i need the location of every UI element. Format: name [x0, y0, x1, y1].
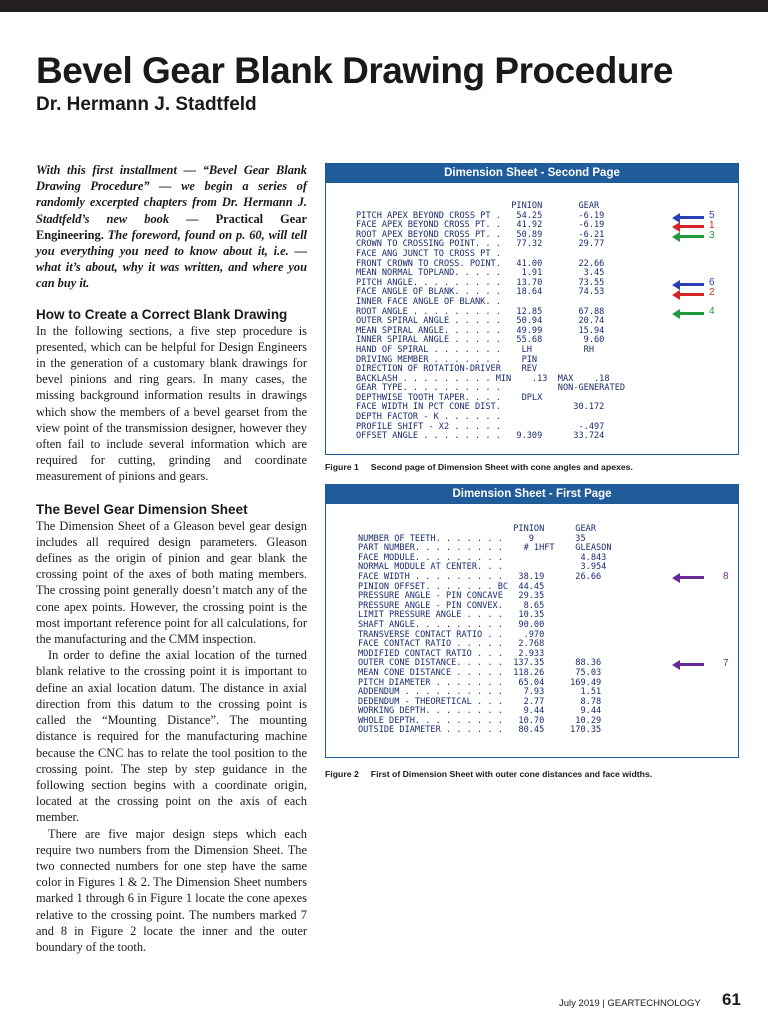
- figure-2-dimension-sheet: PINION GEAR NUMBER OF TEETH. . . . . . . 9 35 PART NUMBER. . . . . . . . . # 1HFT GLEASON FACE MODULE. . . . . . . . . 4.843 NORMAL MODULE AT CENTER. . . 3.954 FACE WIDTH . . . . . . . . . 38.19 26.66 PINION OFFSET. . . . . . . BC 44.45 PRESSURE ANGLE - PIN CONCAVE 29.35 PRESSURE ANGLE - PIN CONVEX. 8.65 LIMIT PRESSURE ANGLE . . . . 10.35 SHAFT ANGLE. . . . . . . . . 90.00 TRANSVERSE CONTACT RATIO . . .970 FACE CONTACT RATIO . . . . . 2.768 MODIFIED CONTACT RATIO . . . 2.933 OUTER CONE DISTANCE. . . . . 137.35 88.36 MEAN CONE DISTANCE . . . . . 118.26 75.03 PITCH DIAMETER . . . . . . . 65.04 169.49 ADDENDUM . . . . . . . . . . 7.93 1.51 DEDENDUM - THEORETICAL . . . 2.77 8.78 WORKING DEPTH. . . . . . . . 9.44 9.44 WHOLE DEPTH. . . . . . . . . 10.70 10.29 OUTSIDE DIAMETER . . . . . . 80.45 170.35: [358, 524, 612, 736]
- marker-number: 2: [709, 287, 715, 298]
- figure-2-header: Dimension Sheet - First Page: [326, 485, 738, 504]
- body-paragraph: There are five major design steps which each require two numbers from the Dimension Sheet. The two connected numbers for one step have the same color in Figures 1 & 2. The Dimension Sheet numbers marked 1 through 6 in Figure 1 locate the cone apexes relative to the crossing point. The numbers marked 7 and 8 in Figure 2 locate the inner and the outer boundary of the tooth.: [36, 826, 307, 954]
- article-author: Dr. Hermann J. Stadtfeld: [36, 94, 257, 115]
- marker-arrow-2: [678, 293, 704, 296]
- intro-paragraph: [36, 162, 307, 292]
- figure-1-caption-label: Figure 1: [325, 462, 359, 472]
- marker-number: 8: [723, 571, 729, 582]
- figure-1: [325, 163, 739, 455]
- marker-number: 7: [723, 658, 729, 669]
- marker-arrow-5: [678, 216, 704, 219]
- body-paragraph: In order to define the axial location of the turned blank relative to the crossing point it is important to define an axial location datum. The distance in axial direction from this datum to the crossing point is called the “Mounting Distance”. The mounting distance is required for the manufacturing machine because the CNC has to relate the tool position to the crossing point. The step by step guidance in the following section begins with a coordinate origin, located at the crossing point on the axis of each member.: [36, 648, 307, 825]
- marker-number: 6: [709, 277, 715, 288]
- marker-number: 4: [709, 306, 715, 317]
- marker-arrow-1: [678, 225, 704, 228]
- page-number: 61: [722, 990, 741, 1009]
- body-paragraph: The Dimension Sheet of a Gleason bevel gear design includes all required design parameters. Gleason defines as the origin of pinion and gear blank the crossing point of the axes of both mating members. The crossing point generally doesn’t match any of the cone apex points. However, the crossing point is the most important reference point for all calculations, for the manufacturing and the CMM inspection.: [36, 518, 307, 647]
- figure-1-caption-text: Second page of Dimension Sheet with cone angles and apexes.: [370, 462, 633, 472]
- section-heading: The Bevel Gear Dimension Sheet: [36, 501, 248, 517]
- footer-text: July 2019 | GEARTECHNOLOGY: [559, 998, 701, 1009]
- section-heading: How to Create a Correct Blank Drawing: [36, 306, 288, 322]
- figure-2-caption: [325, 769, 652, 779]
- left-column: [36, 162, 307, 955]
- intro-text-1: With this first installment — “Bevel Gear Blank Drawing Procedure” — we begin a series of randomly excerpted chapters from Dr. Hermann J. Stadtfeld’s new book —: [36, 163, 307, 226]
- marker-arrow-6: [678, 283, 704, 286]
- figure-1-header: Dimension Sheet - Second Page: [326, 164, 738, 183]
- marker-arrow-4: [678, 312, 704, 315]
- marker-number: 3: [709, 230, 715, 241]
- intro-book-title: Practical Gear Engineering.: [36, 211, 307, 242]
- marker-arrow-7: [678, 663, 704, 666]
- marker-number: 5: [709, 210, 715, 221]
- marker-number: 1: [709, 220, 715, 231]
- intro-text-2: The foreword, found on p. 60, will tell you everything you need to know about it, i.e. — what it’s about, why it was written, and where you can buy it.: [36, 227, 307, 291]
- figure-1-dimension-sheet: PINION GEAR PITCH APEX BEYOND CROSS PT . 54.25 -6.19 FACE APEX BEYOND CROSS PT. . 41.92 -6.19 ROOT APEX BEYOND CROSS PT. . 50.89 -6.21 CROWN TO CROSSING POINT. . . 77.32 29.77 FACE ANG JUNCT TO CROSS PT . FRONT CROWN TO CROSS. POINT. 41.00 22.66 MEAN NORMAL TOPLAND. . . . . 1.91 3.45 PITCH ANGLE. . . . . . . . . 13.70 73.55 FACE ANGLE OF BLANK. . . . . 18.64 74.53 INNER FACE ANGLE OF BLANK. . ROOT ANGLE . . . . . . . . . 12.85 67.88 OUTER SPIRAL ANGLE . . . . . 50.94 20.74 MEAN SPIRAL ANGLE. . . . . . 49.99 15.94 INNER SPIRAL ANGLE . . . . . 55.68 9.60 HAND OF SPIRAL . . . . . . . LH RH DRIVING MEMBER . . . . . . . PIN DIRECTION OF ROTATION-DRIVER REV BACKLASH . . . . . . . . . MIN .13 MAX .18 GEAR TYPE. . . . . . . . . . NON-GENERATED DEPTHWISE TOOTH TAPER. . . . DPLX FACE WIDTH IN PCT CONE DIST. 30.172 DEPTH FACTOR - K . . . . . . PROFILE SHIFT - X2 . . . . . -.497 OFFSET ANGLE . . . . . . . . 9.309 33.724: [356, 201, 626, 442]
- article-title: Bevel Gear Blank Drawing Procedure: [36, 50, 673, 91]
- top-bar: [0, 0, 768, 12]
- marker-arrow-8: [678, 576, 704, 579]
- figure-2: [325, 484, 739, 758]
- figure-1-caption: [325, 462, 633, 472]
- figure-2-caption-text: First of Dimension Sheet with outer cone distances and face widths.: [370, 769, 653, 779]
- figure-2-caption-label: Figure 2: [325, 769, 359, 779]
- body-paragraph: In the following sections, a five step procedure is presented, which can be helpful for Design Engineers in the generation of a customary blank drawings for bevel pinions and ring gears. In many cases, the missing background information results in drawings which show the members of a bevel gearset from the view point of the transmission designer, however they often fail to include several information which are required for cutting, grinding and coordinate measurement of pinions and gears.: [36, 323, 307, 484]
- marker-arrow-3: [678, 235, 704, 238]
